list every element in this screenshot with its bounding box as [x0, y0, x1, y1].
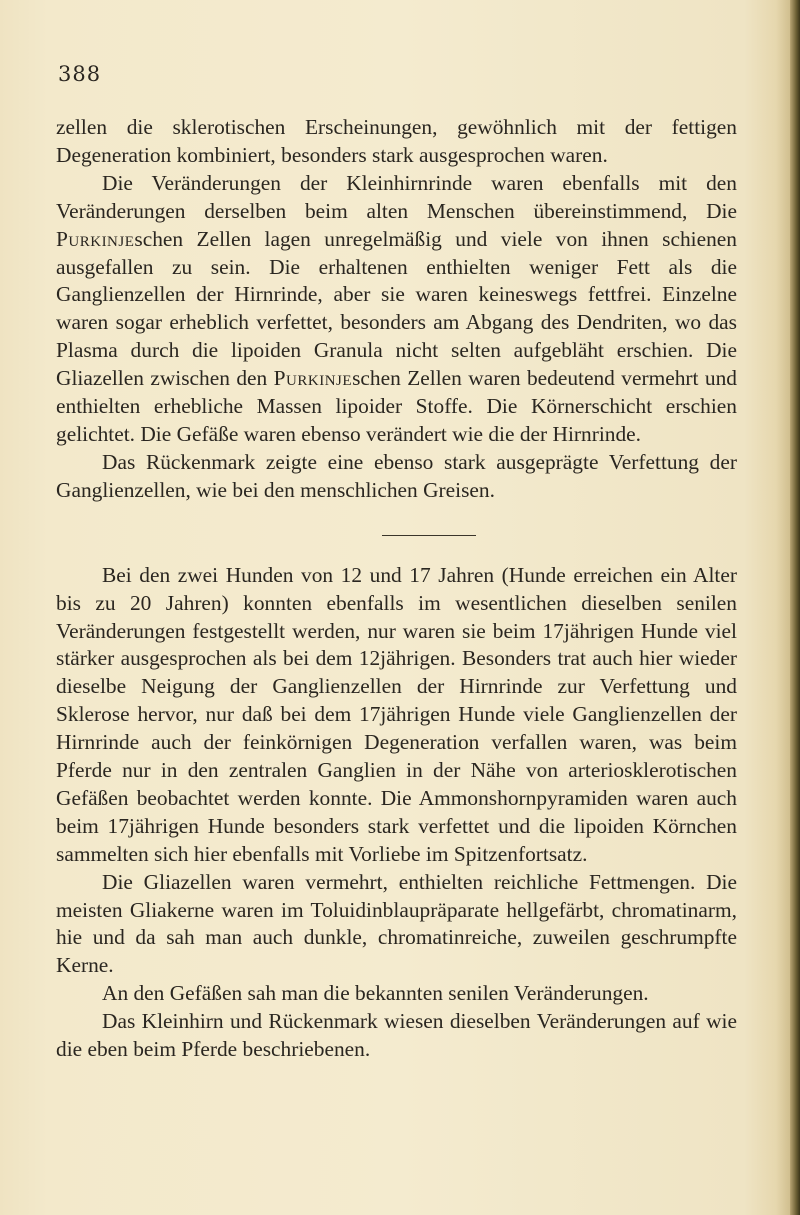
paragraph-2-part-b: schen Zellen lagen unregelmäßig und viele von ihnen schienen ausgefallen zu sein. Die erhaltenen enthielten weniger Fett als die Ganglienzellen der Hirnrinde, aber sie waren keineswegs fettfrei. Einzelne waren sogar erheblich verfettet, besonders am Abgang des Dendriten, wo das Plasma durch die lipoiden Granula nicht selten aufgebläht erschien. Die Gliazellen zwischen den: [56, 226, 737, 391]
page-edge-shadow: [790, 0, 800, 1215]
name-purkinje-2: Purkinje: [273, 366, 353, 391]
paragraph-2-part-c: schen Zellen waren bedeutend vermehrt und enthielten erhebliche Massen lipoider Stoffe. Die Körnerschicht erschien gelichtet. Die Gefäße waren ebenso verändert wie die der Hirnrinde.: [56, 366, 737, 446]
name-purkinje-1: Purkinje: [56, 226, 135, 251]
paragraph-7: Das Kleinhirn und Rückenmark wiesen dieselben Veränderungen auf wie die eben beim Pferde beschriebenen.: [56, 1009, 737, 1062]
paragraph-6: An den Gefäßen sah man die bekannten senilen Veränderungen.: [102, 981, 649, 1006]
paragraph-2-part-a: Die Veränderungen der Kleinhirnrinde waren ebenfalls mit den Veränderungen derselben beim alten Menschen übereinstimmend, Die: [56, 170, 737, 223]
paragraph-2: [56, 170, 737, 449]
page-number: 388: [58, 62, 102, 86]
paragraph-1: zellen die sklerotischen Erscheinungen, gewöhnlich mit der fettigen Degeneration kombiniert, besonders stark ausgesprochen waren.: [56, 115, 737, 167]
paragraph-5: Die Gliazellen waren vermehrt, enthielten reichliche Fettmengen. Die meisten Gliakerne waren im Toluidinblaupräparate hellgefärbt, chromatinarm, hie und da sah man auch dunkle, chromatinreiche, zuweilen geschrumpfte Kerne.: [56, 869, 737, 978]
paragraph-4: Bei den zwei Hunden von 12 und 17 Jahren (Hunde erreichen ein Alter bis zu 20 Jahren) konnten ebenfalls im wesentlichen dieselben senilen Veränderungen festgestellt werden, nur waren sie beim 17jährigen Hunde viel stärker ausgesprochen als bei dem 12jährigen. Besonders trat auch hier wieder dieselbe Neigung der Ganglienzellen der Hirnrinde zur Verfettung und Sklerose hervor, nur daß bei dem 17jährigen Hunde viele Ganglienzellen der Hirnrinde auch der feinkörnigen Degeneration verfallen waren, was beim Pferde nur in den zentralen Ganglien in der Nähe von arteriosklerotischen Gefäßen beobachtet werden konnte. Die Ammonshornpyramiden waren auch beim 17jährigen Hunde besonders stark verfettet und die lipoiden Körnchen sammelten sich hier ebenfalls mit Vorliebe im Spitzenfortsatz.: [56, 562, 737, 866]
paragraph-3: Das Rückenmark zeigte eine ebenso stark ausgeprägte Verfettung der Ganglienzellen, wie bei den menschlichen Greisen.: [56, 449, 737, 502]
body-text: [56, 114, 737, 1064]
